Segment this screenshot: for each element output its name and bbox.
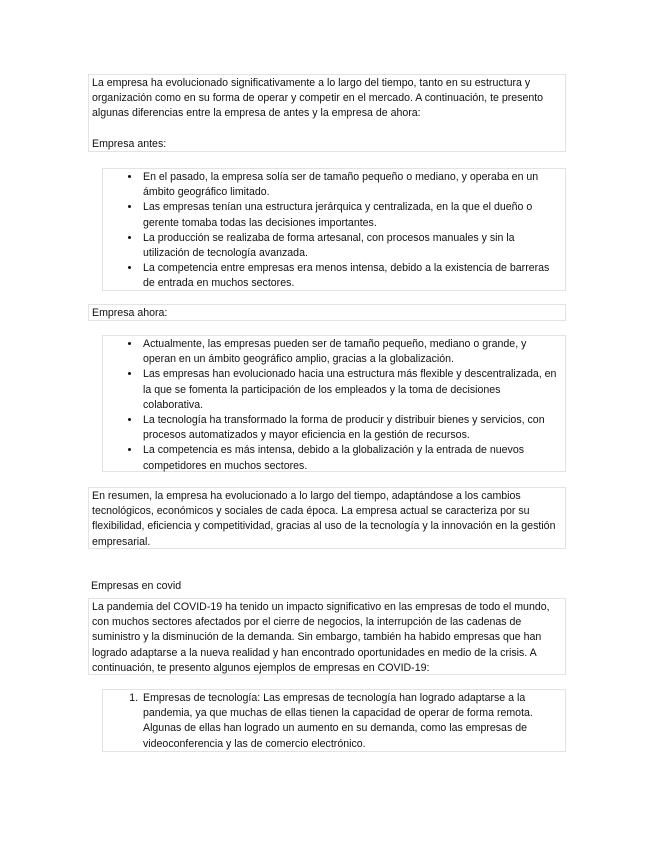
- list-item: 1. Empresas de tecnología: Las empresas de tecnología han logrado adaptarse a la pandemia, ya que muchas de ellas tienen la capacidad de operar de forma remota. Algunas de ellas han logrado un aumento en su demanda, como las empresas de videoconferencia y las de comercio electrónico.: [141, 691, 561, 752]
- list-item: • La producción se realizaba de forma artesanal, con procesos manuales y sin la utilización de tecnología avanzada.: [141, 231, 561, 261]
- now-list: [103, 336, 565, 475]
- now-list-box: [102, 335, 566, 472]
- intro-paragraph: La empresa ha evolucionado significativamente a lo largo del tiempo, tanto en su estructura y organización como en su forma de operar y competir en el mercado. A continuación, te presento algunas diferencias entre la empresa de antes y la empresa de ahora:: [92, 77, 544, 120]
- list-item: • Las empresas han evolucionado hacia una estructura más flexible y descentralizada, en la que se fomenta la participación de los empleados y la toma de decisiones colaborativa.: [141, 367, 561, 413]
- before-heading-box: [88, 136, 566, 152]
- before-list-box: [102, 168, 566, 291]
- covid-heading: Empresas en covid: [91, 580, 182, 592]
- list-item: • La tecnología ha transformado la forma de producir y distribuir bienes y servicios, con procesos automatizados y mayor eficiencia en la gestión de recursos.: [141, 413, 561, 443]
- summary-paragraph: En resumen, la empresa ha evolucionado a lo largo del tiempo, adaptándose a los cambios tecnológicos, económicos y sociales de cada época. La empresa actual se caracteriza por su flexibilidad, eficiencia y competitividad, gracias al uso de la tecnología y la innovación en la gestión empresarial.: [92, 490, 556, 548]
- summary-paragraph-box: [88, 487, 566, 549]
- covid-list-box: [102, 689, 566, 752]
- list-item: • La competencia entre empresas era menos intensa, debido a la existencia de barreras de entrada en muchos sectores.: [141, 261, 561, 291]
- now-heading: Empresa ahora:: [92, 307, 168, 319]
- before-list: [103, 169, 565, 293]
- list-item: • Actualmente, las empresas pueden ser de tamaño pequeño, mediano o grande, y operan en un ámbito geográfico amplio, gracias a la globalización.: [141, 337, 561, 367]
- list-item: • La competencia es más intensa, debido a la globalización y la entrada de nuevos competidores en muchos sectores.: [141, 443, 561, 473]
- before-heading: Empresa antes:: [92, 138, 167, 150]
- covid-intro-paragraph: La pandemia del COVID-19 ha tenido un impacto significativo en las empresas de todo el mundo, con muchos sectores afectados por el cierre de negocios, la interrupción de las cadenas de suministro y la disminución de la demanda. Sin embargo, también ha habido empresas que han logrado adaptarse a la nueva realidad y han encontrado oportunidades en medio de la crisis. A continuación, te presento algunos ejemplos de empresas en COVID-19:: [92, 601, 550, 674]
- now-heading-box: [88, 304, 566, 321]
- list-item: • En el pasado, la empresa solía ser de tamaño pequeño o mediano, y operaba en un ámbito geográfico limitado.: [141, 170, 561, 200]
- covid-list: [103, 690, 565, 753]
- covid-intro-box: [88, 598, 566, 675]
- list-item: • Las empresas tenían una estructura jerárquica y centralizada, en la que el dueño o gerente tomaba todas las decisiones importantes.: [141, 200, 561, 230]
